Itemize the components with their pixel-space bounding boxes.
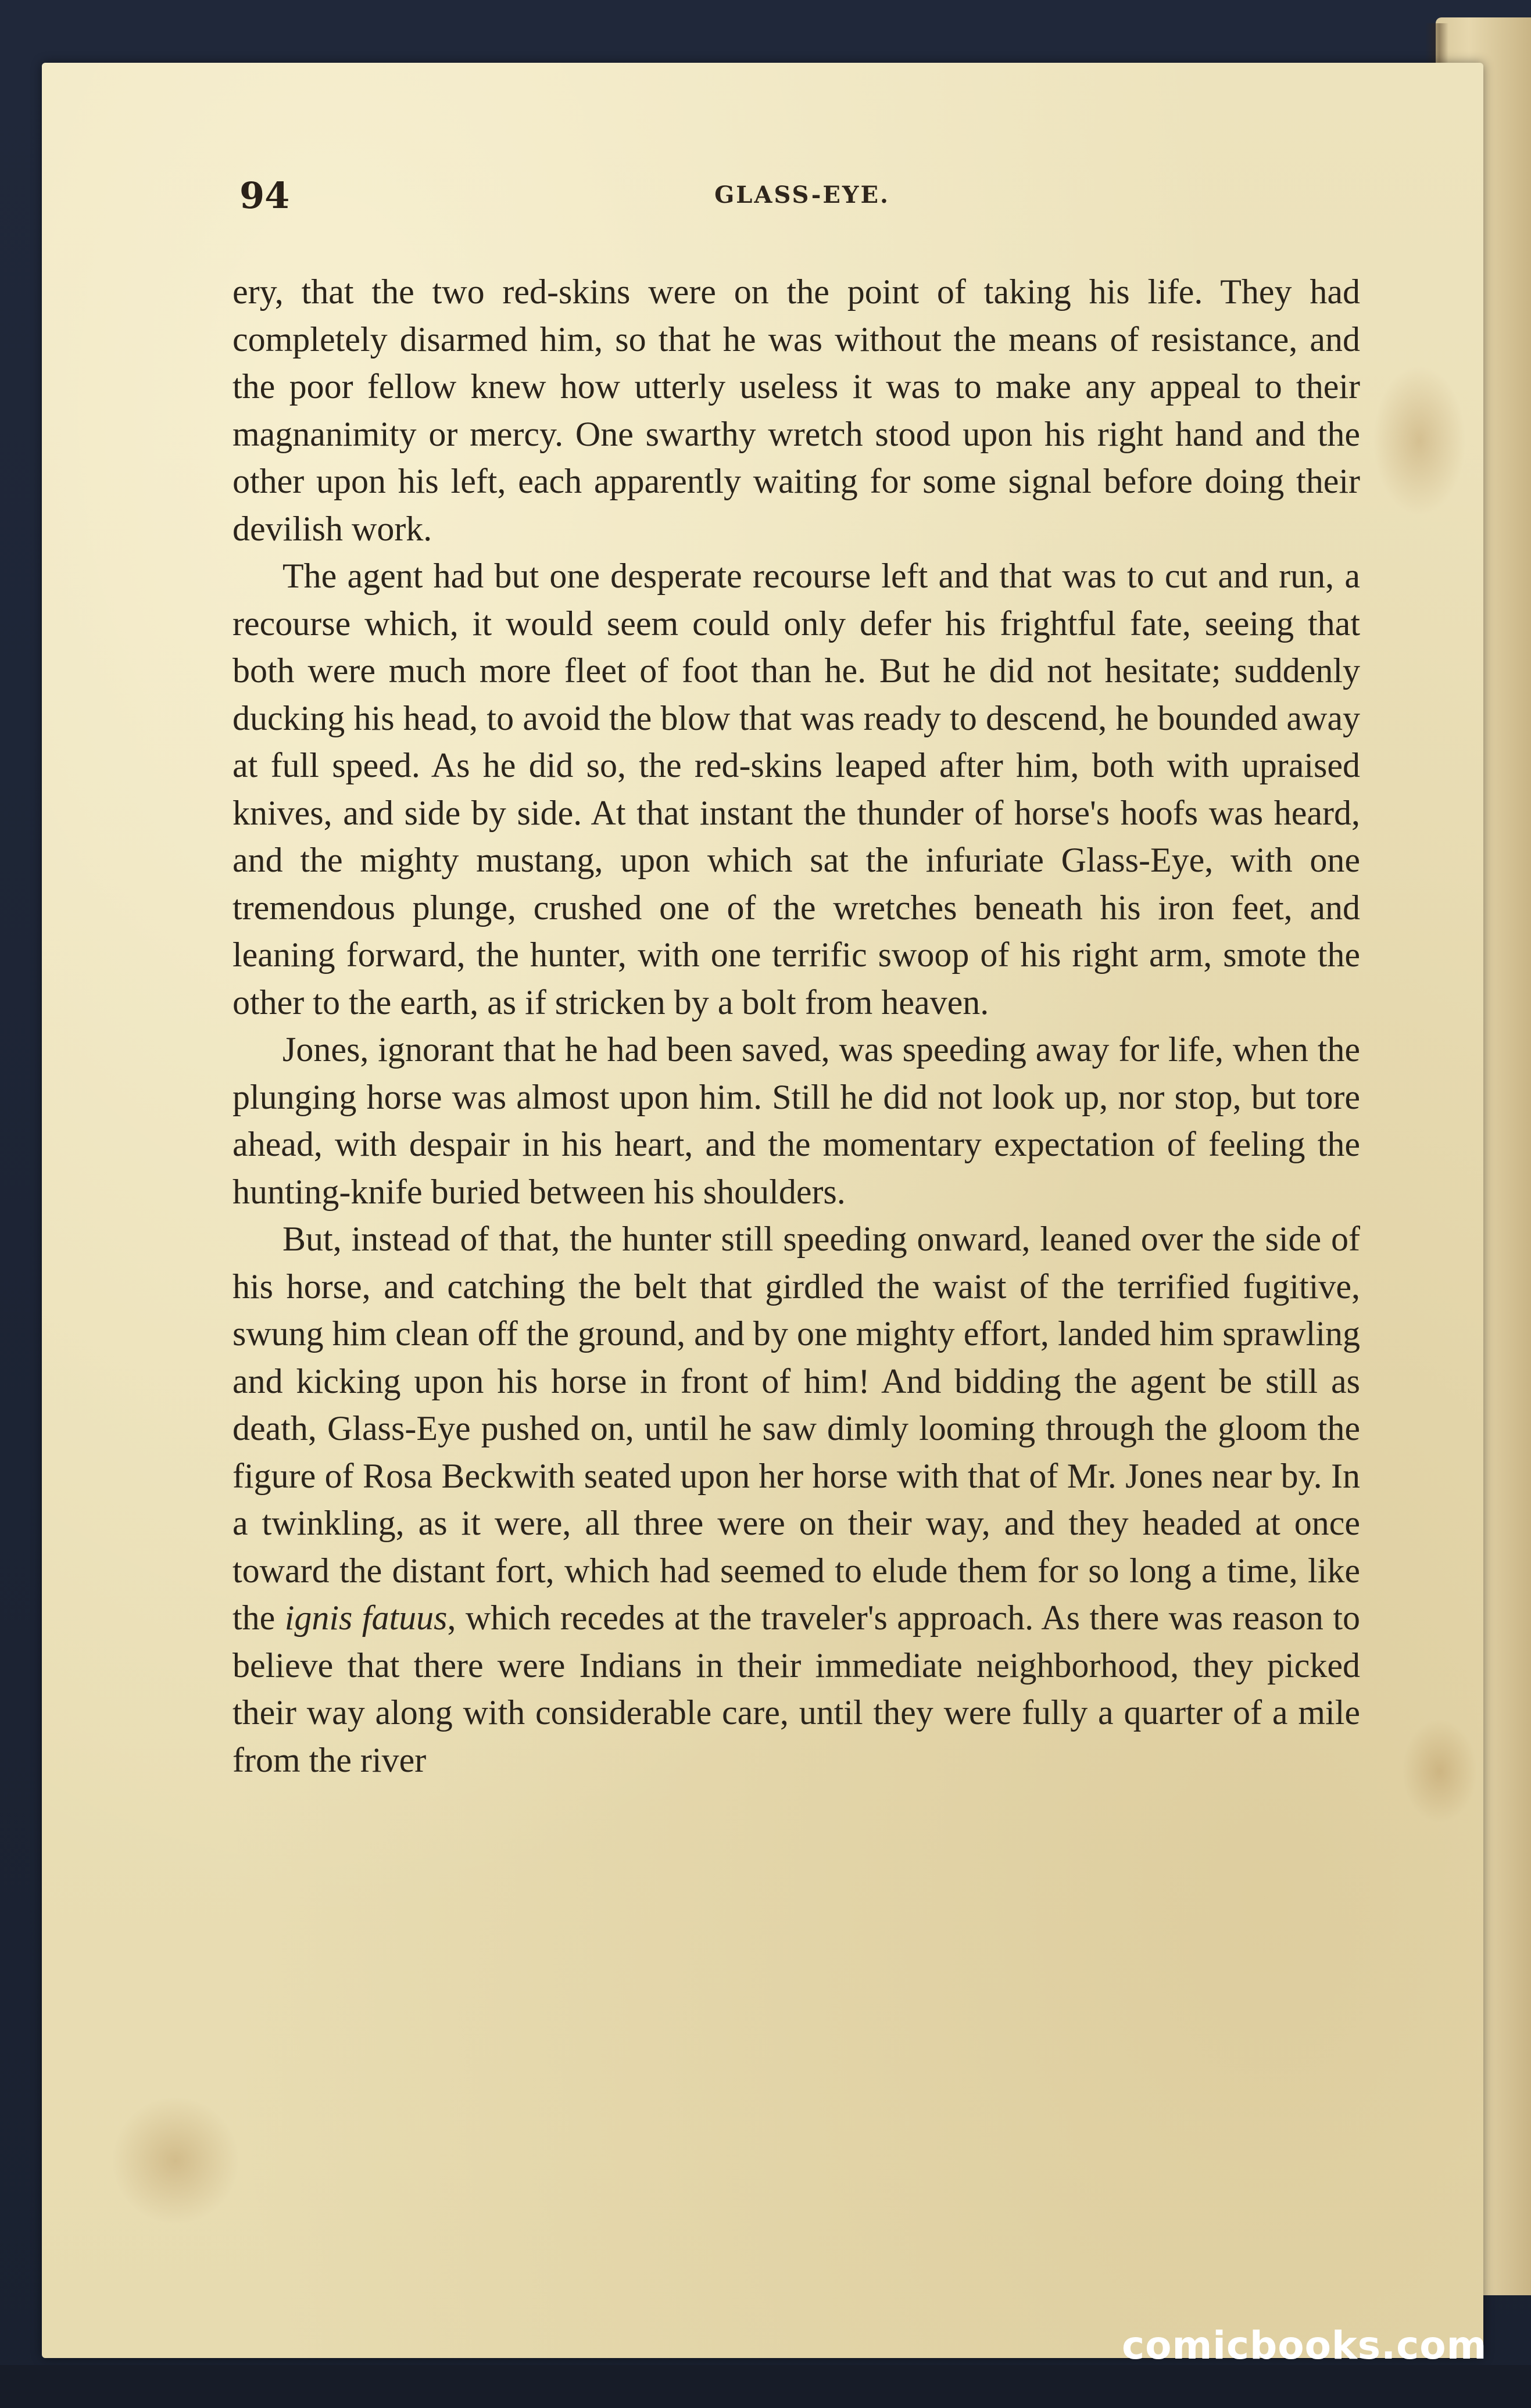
paragraph-2: The agent had but one desperate recourse left and that was to cut and run, a recourse which, it would seem could only defer his frightful fate, seeing that both were much more fleet of foot than he. But he did not hesitate; suddenly ducking his head, to avoid the blow that was ready to descend, he bounded away at full speed. As he did so, the red-skins leaped after him, both with upraised knives, and side by side. At that instant the thunder of horse's hoofs was heard, and the mighty mustang, upon which sat the infuriate Glass-Eye, with one tremendous plunge, crushed one of the wretches beneath his iron feet, and leaning forward, the hunter, with one terrific swoop of his right arm, smote the other to the earth, as if stricken by a bolt from heaven.: [232, 557, 1360, 1022]
paper-stain: [1373, 365, 1466, 516]
paper-stain: [112, 2097, 239, 2224]
paragraph-1: ery, that the two red-skins were on the point of taking his life. They had completely disarmed him, so that he was without the means of resistance, and the poor fellow knew how utterly useless it was to make any appeal to their magnanimity or mercy. One swarthy wretch stood upon his right hand and the other upon his left, each apparently waiting for some signal before doing their devilish work.: [232, 273, 1360, 548]
paper-stain: [1402, 1719, 1478, 1823]
running-head: GLASS-EYE.: [714, 181, 890, 209]
paragraph-4: [232, 1216, 1360, 1784]
site-watermark: comicbooks.com: [1122, 2323, 1487, 2368]
page-number: 94: [239, 174, 290, 217]
paragraph-3: Jones, ignorant that he had been saved, was speeding away for life, when the plunging horse was almost upon him. Still he did not look up, nor stop, but tore ahead, with despair in his heart, and the momentary expectation of feeling the hunting-knife buried between his shoulders.: [232, 1030, 1360, 1211]
body-text: [232, 268, 1360, 1784]
paragraph-4-text-a: But, instead of that, the hunter still speeding onward, leaned over the side of his horse, and catching the belt that girdled the waist of the terrified fugitive, swung him clean off the ground, and by one mighty effort, landed him sprawling and kicking upon his horse in front of him! And bidding the agent be still as death, Glass-Eye pushed on, until he saw dimly looming through the gloom the figure of Rosa Beckwith seated upon her horse with that of Mr. Jones near by. In a twinkling, as it were, all three were on their way, and they headed at once toward the distant fort, which had seemed to elude them for so long a time, like the: [232, 1220, 1360, 1637]
paragraph-4-italic-phrase: ignis fatuus: [284, 1599, 448, 1637]
bottom-band: [0, 2365, 1531, 2408]
paragraph-4-text-b: , which recedes at the traveler's approach. As there was reason to believe that there were Indians in their immediate neighborhood, they picked their way along with considerable care, until they were fully a quarter of a mile from the river: [232, 1599, 1360, 1779]
